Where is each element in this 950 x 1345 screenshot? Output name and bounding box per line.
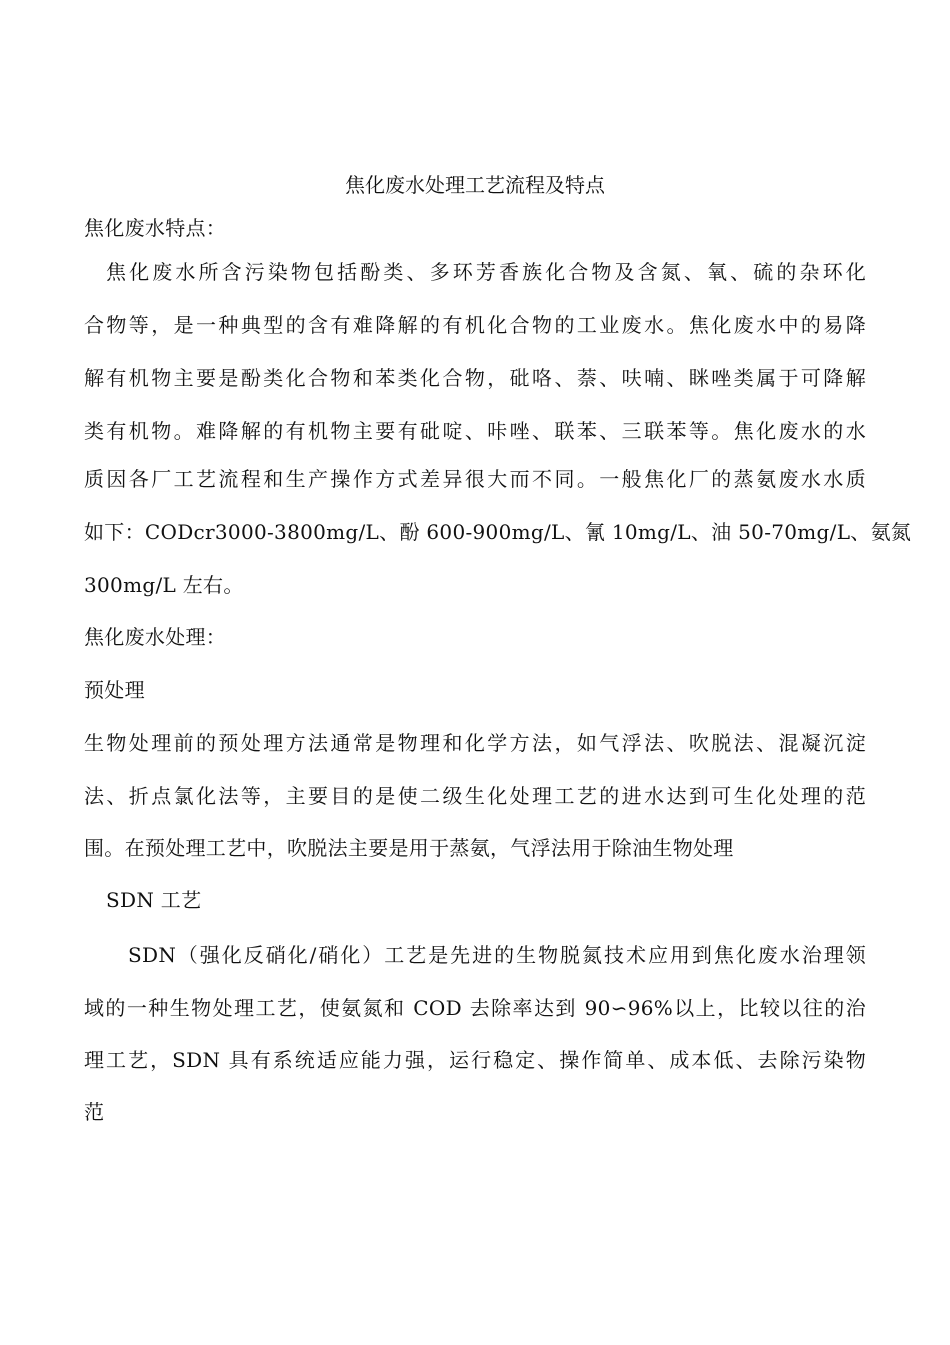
paragraph-line: 如下：CODcr3000-3800mg/L、酚 600-900mg/L、氰 10mg/L、油 50-70mg/L、氨氮 bbox=[84, 520, 912, 544]
paragraph-line: 质因各厂工艺流程和生产操作方式差异很大而不同。一般焦化厂的蒸氨废水水质 bbox=[84, 467, 866, 491]
paragraph-line: 范 bbox=[84, 1100, 105, 1124]
paragraph-line: 类有机物。难降解的有机物主要有砒啶、咔唑、联苯、三联苯等。焦化废水的水 bbox=[84, 419, 866, 443]
paragraph-line: 理工艺，SDN 具有系统适应能力强，运行稳定、操作简单、成本低、去除污染物 bbox=[84, 1048, 866, 1072]
paragraph-line: 300mg/L 左右。 bbox=[84, 573, 244, 597]
subsection-heading-pretreatment: 预处理 bbox=[84, 678, 145, 702]
paragraph-line: 域的一种生物处理工艺，使氨氮和 COD 去除率达到 90∽96%以上，比较以往的治 bbox=[84, 996, 866, 1020]
paragraph-line: 法、折点氯化法等，主要目的是使二级生化处理工艺的进水达到可生化处理的范 bbox=[84, 784, 866, 808]
paragraph-line: 合物等，是一种典型的含有难降解的有机化合物的工业废水。焦化废水中的易降 bbox=[84, 313, 866, 337]
subsection-heading-sdn: SDN 工艺 bbox=[106, 888, 202, 912]
document-title: 焦化废水处理工艺流程及特点 bbox=[345, 173, 605, 197]
paragraph-line: 解有机物主要是酚类化合物和苯类化合物，砒咯、萘、呋喃、眯唑类属于可降解 bbox=[84, 366, 866, 390]
paragraph-line: SDN（强化反硝化/硝化）工艺是先进的生物脱氮技术应用到焦化废水治理领 bbox=[128, 943, 866, 967]
paragraph-line: 焦化废水所含污染物包括酚类、多环芳香族化合物及含氮、氧、硫的杂环化 bbox=[106, 260, 866, 284]
section-heading-treatment: 焦化废水处理： bbox=[84, 625, 227, 649]
paragraph-line: 围。在预处理工艺中，吹脱法主要是用于蒸氨，气浮法用于除油生物处理 bbox=[84, 836, 734, 860]
paragraph-line: 生物处理前的预处理方法通常是物理和化学方法，如气浮法、吹脱法、混凝沉淀 bbox=[84, 731, 866, 755]
section-heading-characteristics: 焦化废水特点： bbox=[84, 216, 227, 240]
